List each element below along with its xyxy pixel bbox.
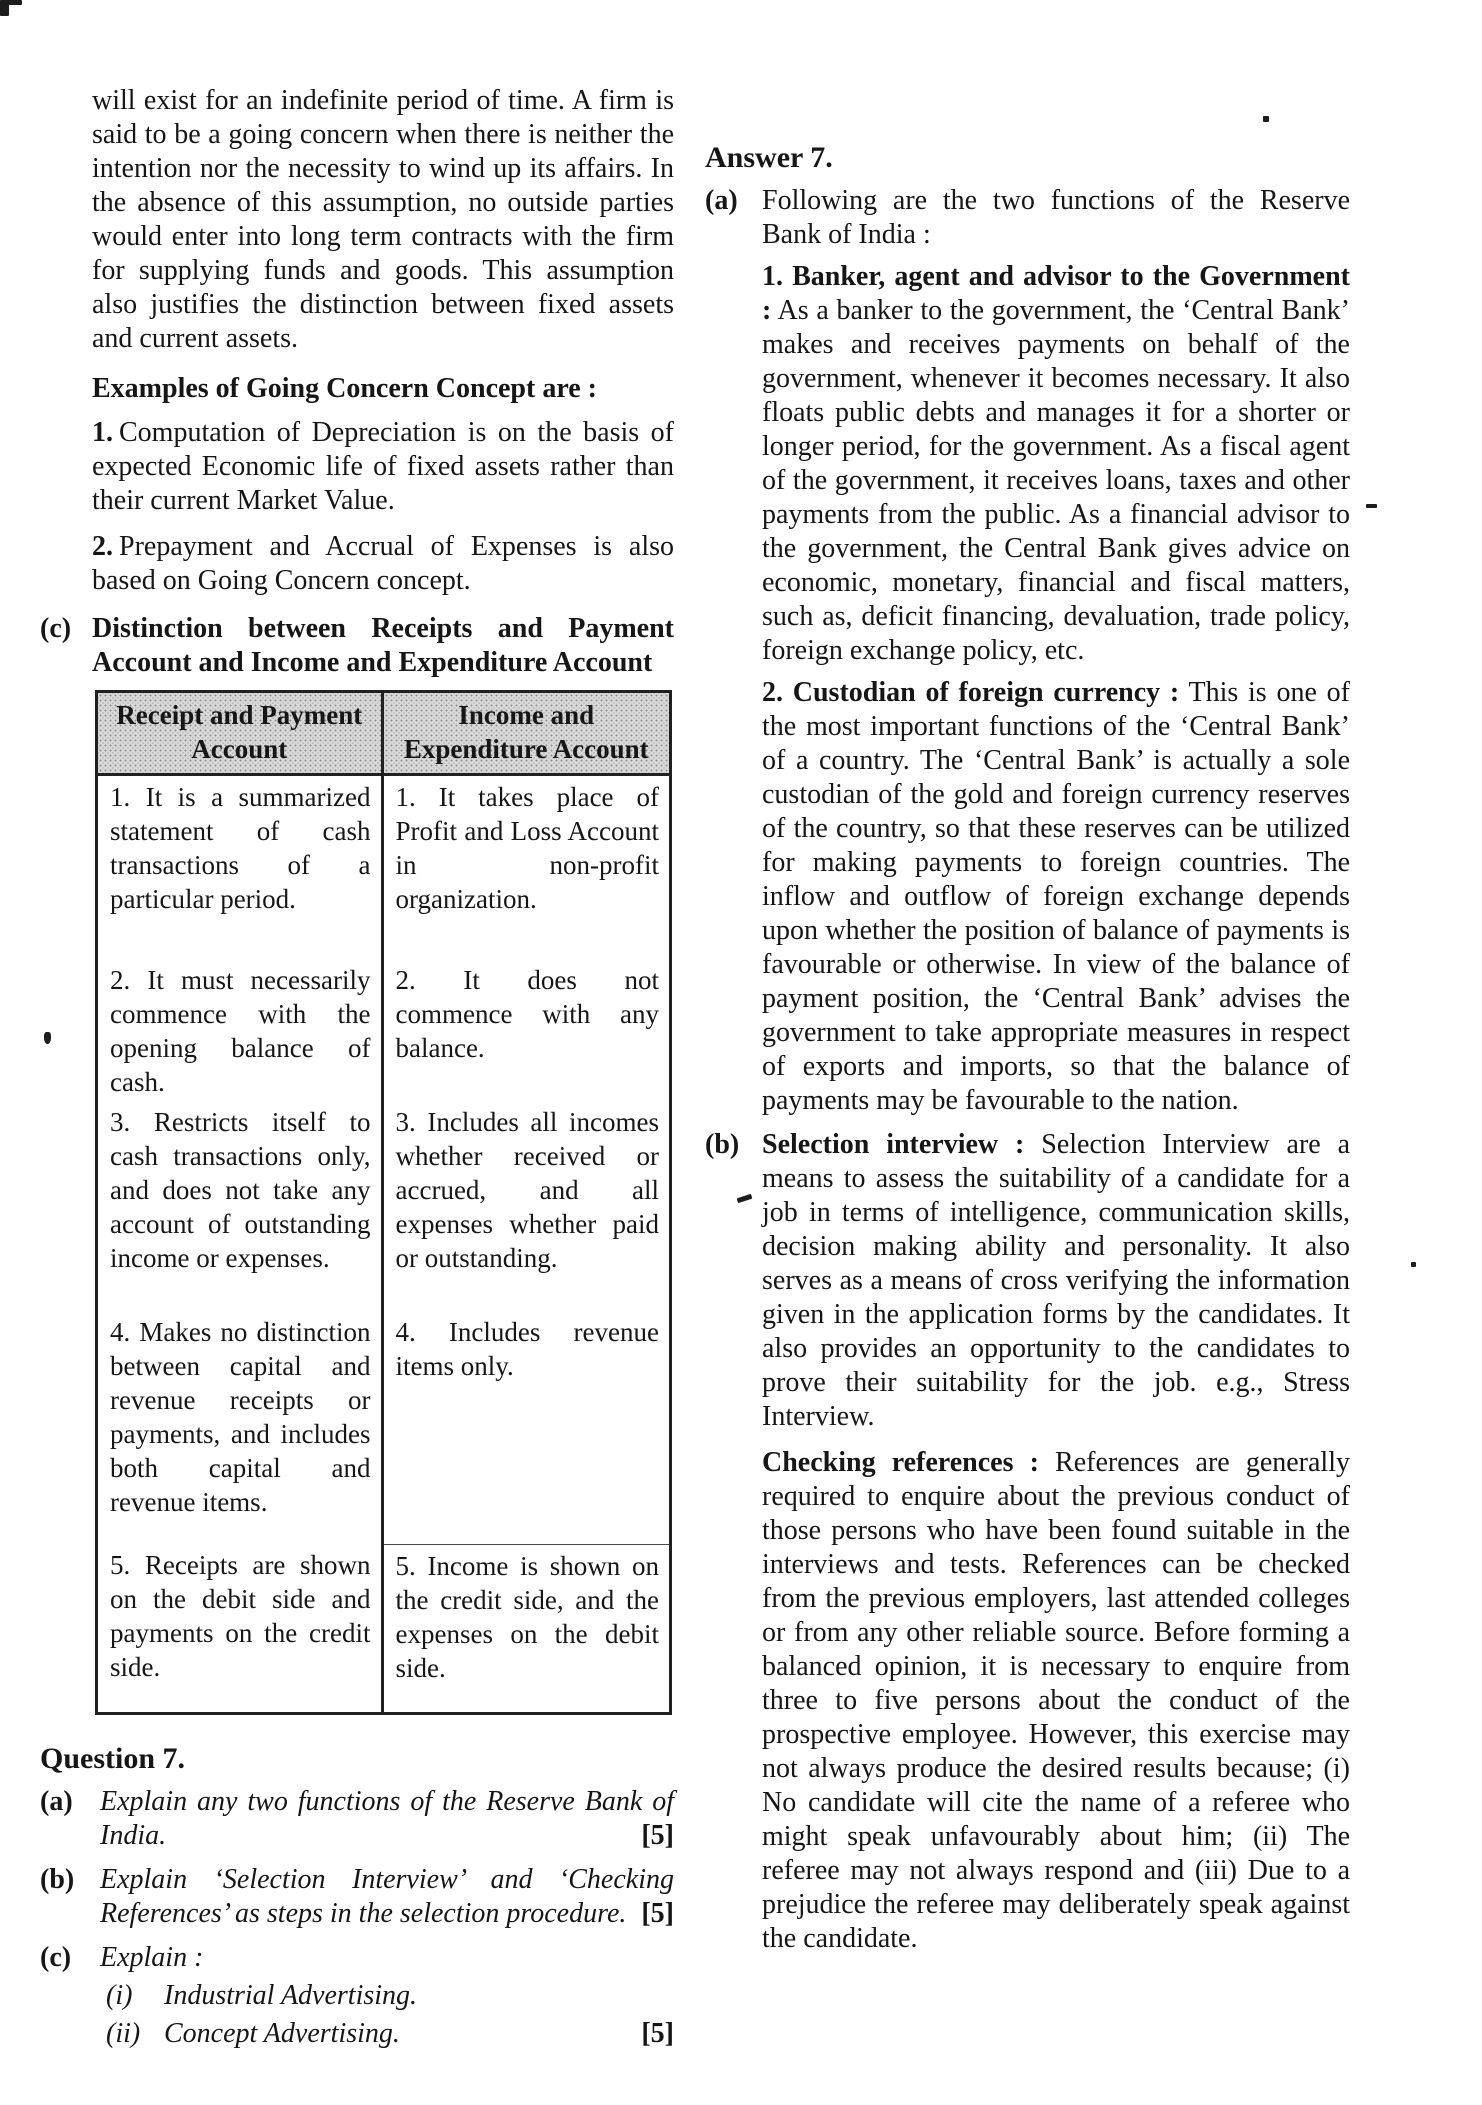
table-header-row — [98, 693, 669, 776]
table-row — [98, 1544, 669, 1712]
question-7c-sub-i — [106, 1979, 674, 2013]
question-7c-sub-ii-label: (ii) — [106, 2018, 141, 2049]
answer-7a-point-2-text: This is one of the most important functions of the ‘Central Bank’ of a country. The ‘Central Bank’ is actually a sole custodian of the gold and foreign currency reserves of the country, so that these reserves can be utilized for making payments to foreign countries. The inflow and outflow of foreign exchange depends upon whether the position of balance of payments is favourable or otherwise. In view of the balance of payment position, the ‘Central Bank’ advises the government to take appropriate measures in respect of exports and imports, so that the balance of payments may be favourable to the nation. — [762, 677, 1350, 1116]
question-7c-sub-ii — [106, 2017, 674, 2051]
answer-7b-selection-interview-title: Selection interview : — [762, 1129, 1025, 1160]
item-c-heading: Distinction between Receipts and Payment Account and Income and Expenditure Account — [92, 613, 674, 678]
table-cell: 3. Includes all incomes whether received or accrued, and all expenses whether paid or outstanding. — [395, 1107, 659, 1273]
receipt-vs-income-table — [95, 690, 672, 1715]
example-1-number: 1. — [92, 417, 113, 448]
table-row — [98, 1101, 669, 1311]
table-row — [98, 959, 669, 1101]
question-7c-text: Explain : — [100, 1942, 204, 1973]
table-header-income-expenditure: Income and Expenditure Account — [384, 693, 670, 773]
right-column — [705, 140, 1350, 1956]
question-7b — [40, 1863, 674, 1931]
question-7a-label: (a) — [40, 1786, 73, 1817]
table-cell: 2. It must necessarily commence with the opening balance of cash. — [98, 959, 384, 1101]
answer-7a-intro: Following are the two functions of the Reserve Bank of India : — [762, 185, 1350, 250]
table-cell: 5. Income is shown on the credit side, and the expenses on the debit side. — [384, 1544, 670, 1712]
example-1 — [92, 416, 674, 518]
question-7b-label: (b) — [40, 1864, 75, 1895]
answer-7b-selection-interview — [762, 1128, 1350, 1434]
example-1-text: Computation of Depreciation is on the basis of expected Economic life of fixed assets rather than their current Market Value. — [92, 417, 674, 516]
scan-artifact — [1263, 116, 1269, 122]
answer-7b-checking-references — [762, 1446, 1350, 1956]
question-7a-text: Explain any two functions of the Reserve Bank of India. — [100, 1786, 674, 1851]
item-c-heading-block — [40, 612, 674, 680]
scan-artifact — [1366, 504, 1377, 508]
question-7b-text: Explain ‘Selection Interview’ and ‘Checking References’ as steps in the selection procedure. — [100, 1864, 674, 1929]
answer-7a-point-2-title: 2. Custodian of foreign currency : — [762, 677, 1180, 708]
table-cell: 1. It takes place of Profit and Loss Account in non-profit organization. — [395, 782, 659, 914]
question-7c — [40, 1941, 674, 2051]
item-c-label: (c) — [40, 613, 72, 644]
table-cell: 2. It does not commence with any balance. — [395, 965, 659, 1063]
example-2-number: 2. — [92, 531, 113, 562]
answer-7b-checking-references-title: Checking references : — [762, 1447, 1039, 1478]
question-7c-sub-i-text: Industrial Advertising. — [164, 1980, 418, 2011]
scan-artifact — [0, 0, 22, 5]
example-2 — [92, 530, 674, 598]
answer-7a-point-1 — [762, 260, 1350, 668]
question-7a-marks: [5] — [641, 1820, 674, 1851]
question-7c-sub-i-label: (i) — [106, 1980, 133, 2011]
going-concern-paragraph: will exist for an indefinite period of time. A firm is said to be a going concern when there is neither the intention nor the necessity to wind up its affairs. In the absence of this assumption, no outside parties would enter into long term contracts with the firm for supplying funds and goods. This assumption also justifies the distinction between fixed assets and current assets. — [92, 85, 674, 354]
table-row — [98, 1311, 669, 1544]
scan-artifact — [1411, 1262, 1416, 1267]
question-7b-marks: [5] — [641, 1898, 674, 1929]
answer-7a-point-1-title: 1. Banker, agent and advisor to the Government : — [762, 261, 1350, 326]
answer-7a-point-1-text: As a banker to the government, the ‘Central Bank’ makes and receives payments on behalf of the government, whenever it becomes necessary. It also floats public debts and manages it for a shorter or longer period, for the government. As a fiscal agent of the government, it receives loans, taxes and other payments from the public. As a financial advisor to the government, the Central Bank gives advice on economic, monetary, financial and fiscal matters, such as, deficit financing, devaluation, trade policy, foreign exchange policy, etc. — [762, 295, 1350, 666]
question-7-heading: Question 7. — [40, 1742, 186, 1775]
question-7c-marks: [5] — [641, 2018, 674, 2049]
answer-7b — [705, 1128, 1350, 1956]
table-row — [98, 776, 669, 959]
question-7c-label: (c) — [40, 1942, 72, 1973]
answer-7b-checking-references-text: References are generally required to enquire about the previous conduct of those persons who have been found suitable in the interviews and tests. References can be checked from the previous employers, last attended colleges or from any other reliable source. Before forming a balanced opinion, it is necessary to enquire from three to five persons about the conduct of the prospective employee. However, this exercise may not always produce the desired results because; (i) No candidate will cite the name of a referee who might speak unfavourably about him; (ii) The referee may not always respond and (iii) Due to a prejudice the referee may deliberately speak against the candidate. — [762, 1447, 1350, 1954]
answer-7a — [705, 184, 1350, 1118]
answer-7b-selection-interview-text: Selection Interview are a means to assess the suitability of a candidate for a job in terms of intelligence, communication skills, decision making ability and personality. It also serves as a means of cross verifying the information given in the application forms by the candidates. It also provides an opportunity to the candidates to prove their suitability for the job. e.g., Stress Interview. — [762, 1129, 1351, 1432]
question-7c-sub-ii-text: Concept Advertising. — [164, 2018, 400, 2049]
left-column — [40, 84, 674, 2051]
question-7a — [40, 1785, 674, 1853]
table-header-receipt-payment: Receipt and Payment Account — [98, 693, 384, 773]
table-cell: 3. Restricts itself to cash transactions only, and does not take any account of outstanding income or expenses. — [98, 1101, 384, 1311]
answer-7-heading: Answer 7. — [705, 141, 833, 174]
table-cell: 1. It is a summarized statement of cash transactions of a particular period. — [98, 776, 384, 959]
answer-7a-label: (a) — [705, 185, 738, 216]
answer-7b-label: (b) — [705, 1129, 740, 1160]
examples-heading: Examples of Going Concern Concept are : — [92, 373, 597, 404]
table-cell: 4. Includes revenue items only. — [395, 1317, 659, 1381]
answer-7a-point-2 — [762, 676, 1350, 1118]
example-2-text: Prepayment and Accrual of Expenses is also based on Going Concern concept. — [92, 531, 674, 596]
table-cell: 4. Makes no distinction between capital and revenue receipts or payments, and includes both capital and revenue items. — [98, 1311, 384, 1544]
table-cell: 5. Receipts are shown on the debit side and payments on the credit side. — [98, 1544, 384, 1712]
